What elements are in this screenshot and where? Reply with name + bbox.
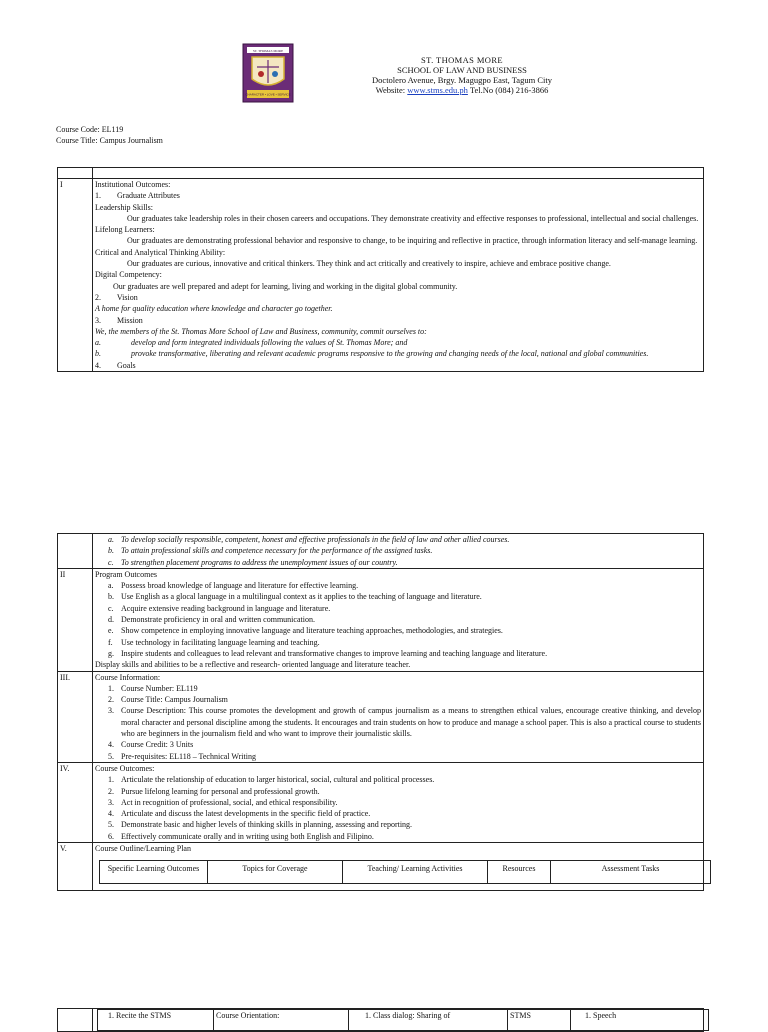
list-item: 4. Articulate and discuss the latest developments in the specific field of practice. (108, 809, 371, 819)
goals-list (93, 534, 704, 569)
table-row (58, 568, 704, 671)
list-item: g. Inspire students and colleagues to lead relevant and transformative changes to improve learning and teaching language and literature. (108, 648, 548, 658)
list-item: c. To strengthen placement programs to address the unemployment issues of our country. (108, 557, 398, 567)
table-row (58, 843, 704, 891)
table-cell: Course Orientation: (214, 1010, 349, 1031)
school-name: ST. THOMAS MORE (421, 55, 503, 65)
column-header: Assessment Tasks (551, 861, 711, 884)
goals-heading: 4. Goals (95, 360, 136, 370)
section-heading: Course Information: (95, 672, 161, 682)
section-course-information (93, 671, 704, 762)
section-number: III. (58, 671, 93, 762)
section-heading: Course Outcomes: (95, 763, 155, 773)
section-course-outcomes (93, 762, 704, 842)
course-title: Course Title: Campus Journalism (56, 135, 163, 145)
critical-text: Our graduates are curious, innovative and critical thinkers. They think and act critically and creatively to inspire, achieve and embrace positive change. (127, 259, 611, 269)
section-heading: Institutional Outcomes: (95, 180, 171, 189)
table-row (100, 861, 711, 884)
page-header (242, 43, 682, 103)
list-item: a. Possess broad knowledge of language and literature for effective learning. (108, 581, 359, 591)
vision-heading: 2. Vision (95, 292, 138, 302)
column-header: Topics for Coverage (208, 861, 343, 884)
section-course-outline (93, 843, 704, 891)
list-item: d. Demonstrate proficiency in oral and written communication. (108, 615, 315, 625)
mission-text: We, the members of the St. Thomas More School of Law and Business, community, commit ourselves to: (95, 326, 427, 336)
lifelong-heading: Lifelong Learners: (95, 225, 155, 235)
course-meta (56, 125, 163, 146)
lifelong-text: Our graduates are demonstrating professional behavior and responsive to change, to be inquiring and reflective in practice, through information literacy and self-manage learning. (127, 236, 698, 246)
list-item: 6. Effectively communicate orally and in writing using both English and Filipino. (108, 831, 374, 841)
list-item: f. Use technology in facilitating language learning and teaching. (108, 637, 320, 647)
leadership-text: Our graduates take leadership roles in their chosen careers and occupations. They demonstrate creativity and effective responses to professional, intellectual and social challenges. (127, 213, 699, 223)
syllabus-table-2 (57, 533, 704, 891)
section-number: I (58, 179, 93, 372)
table-row (58, 671, 704, 762)
list-item: b. provoke transformative, liberating and relevant academic programs responsive to the growing and changing needs of the local, national and global communities. (95, 349, 649, 359)
table-cell: 1. Recite the STMS (98, 1010, 214, 1031)
list-item: e. Show competence in employing innovative language and literature teaching approaches, methodologies, and strategies. (108, 626, 503, 636)
program-outcome-tail: Display skills and abilities to be a reflective and research- oriented language and literature teacher. (95, 660, 411, 670)
column-header: Resources (488, 861, 551, 884)
section-heading: Course Outline/Learning Plan (95, 844, 191, 854)
list-item: 2. Course Title: Campus Journalism (108, 695, 228, 705)
digital-text: Our graduates are well prepared and adept for learning, living and working in the digital global community. (113, 281, 458, 291)
school-address: Doctolero Avenue, Brgy. Magugpo East, Tagum City (372, 75, 552, 85)
section-heading: Program Outcomes (95, 569, 157, 579)
vision-text: A home for quality education where knowledge and character go together. (95, 304, 333, 314)
section-program-outcomes (93, 568, 704, 671)
list-item: a. To develop socially responsible, competent, honest and effective professionals in the field of law and other allied courses. (108, 535, 510, 544)
tel-number: Tel.No (084) 216-3866 (467, 85, 549, 95)
table-row (58, 1009, 704, 1032)
website-label: Website: (375, 85, 408, 95)
svg-text:ST. THOMAS MORE: ST. THOMAS MORE (252, 48, 284, 53)
table-cell: 1. Class dialog: Sharing of (349, 1010, 508, 1031)
table-cell: STMS (508, 1010, 571, 1031)
list-item: a. develop and form integrated individuals following the values of St. Thomas More; and (95, 338, 408, 348)
school-subtitle: SCHOOL OF LAW AND BUSINESS (397, 65, 527, 75)
table-row (58, 179, 704, 372)
list-item: b. To attain professional skills and competence necessary for the performance of the assigned tasks. (108, 546, 433, 556)
critical-heading: Critical and Analytical Thinking Ability: (95, 247, 226, 257)
list-item: 4. Course Credit: 3 Units (108, 740, 194, 750)
learning-plan-header-table (99, 860, 711, 884)
list-item: 5. Pre-requisites: EL118 – Technical Writing (108, 751, 256, 761)
table-row (58, 762, 704, 842)
section-number: II (58, 568, 93, 671)
website-link[interactable]: www.stms.edu.ph (407, 85, 468, 95)
contact-line (242, 85, 682, 95)
list-item: 1. Course Number: EL119 (108, 683, 198, 693)
table-row (58, 534, 704, 569)
graduate-attributes-heading: 1. Graduate Attributes (95, 191, 180, 201)
list-item: 3. Course Description: This course promotes the development and growth of campus journalism as a means to strengthen ethical values, encourage creative thinking, and develop moral character and personal discipline among the students. It encourages and train students on how to produce and manage a school paper. This is also a practical course to students who are beginners in the journalism field and who want to improve their journalistic skills. (108, 706, 701, 739)
table-row (58, 168, 704, 179)
learning-plan-table (97, 1009, 709, 1031)
column-header: Teaching/ Learning Activities (343, 861, 488, 884)
syllabus-table-1 (57, 167, 704, 372)
leadership-heading: Leadership Skills: (95, 202, 153, 212)
svg-text:CHARACTER • LOVE • SERVICE: CHARACTER • LOVE • SERVICE (245, 92, 291, 97)
section-number: V. (58, 843, 93, 891)
list-item: c. Acquire extensive reading background in language and literature. (108, 603, 331, 613)
section-number: IV. (58, 762, 93, 842)
table-row (98, 1010, 709, 1031)
list-item: 2. Pursue lifelong learning for personal and professional growth. (108, 786, 320, 796)
column-header: Specific Learning Outcomes (100, 861, 208, 884)
list-item: b. Use English as a glocal language in a multilingual context as it applies to the teaching of language and literature. (108, 592, 482, 602)
course-code: Course Code: EL119 (56, 125, 124, 134)
section-institutional-outcomes (93, 179, 704, 372)
list-item: 3. Act in recognition of professional, social, and ethical responsibility. (108, 797, 338, 807)
list-item: 1. Articulate the relationship of education to larger historical, social, cultural and political processes. (108, 775, 435, 785)
syllabus-table-3 (57, 1008, 704, 1032)
list-item: 5. Demonstrate basic and higher levels of thinking skills in planning, assessing and reporting. (108, 820, 413, 830)
table-cell: 1. Speech (571, 1010, 709, 1031)
mission-heading: 3. Mission (95, 315, 143, 325)
digital-heading: Digital Competency: (95, 270, 162, 280)
